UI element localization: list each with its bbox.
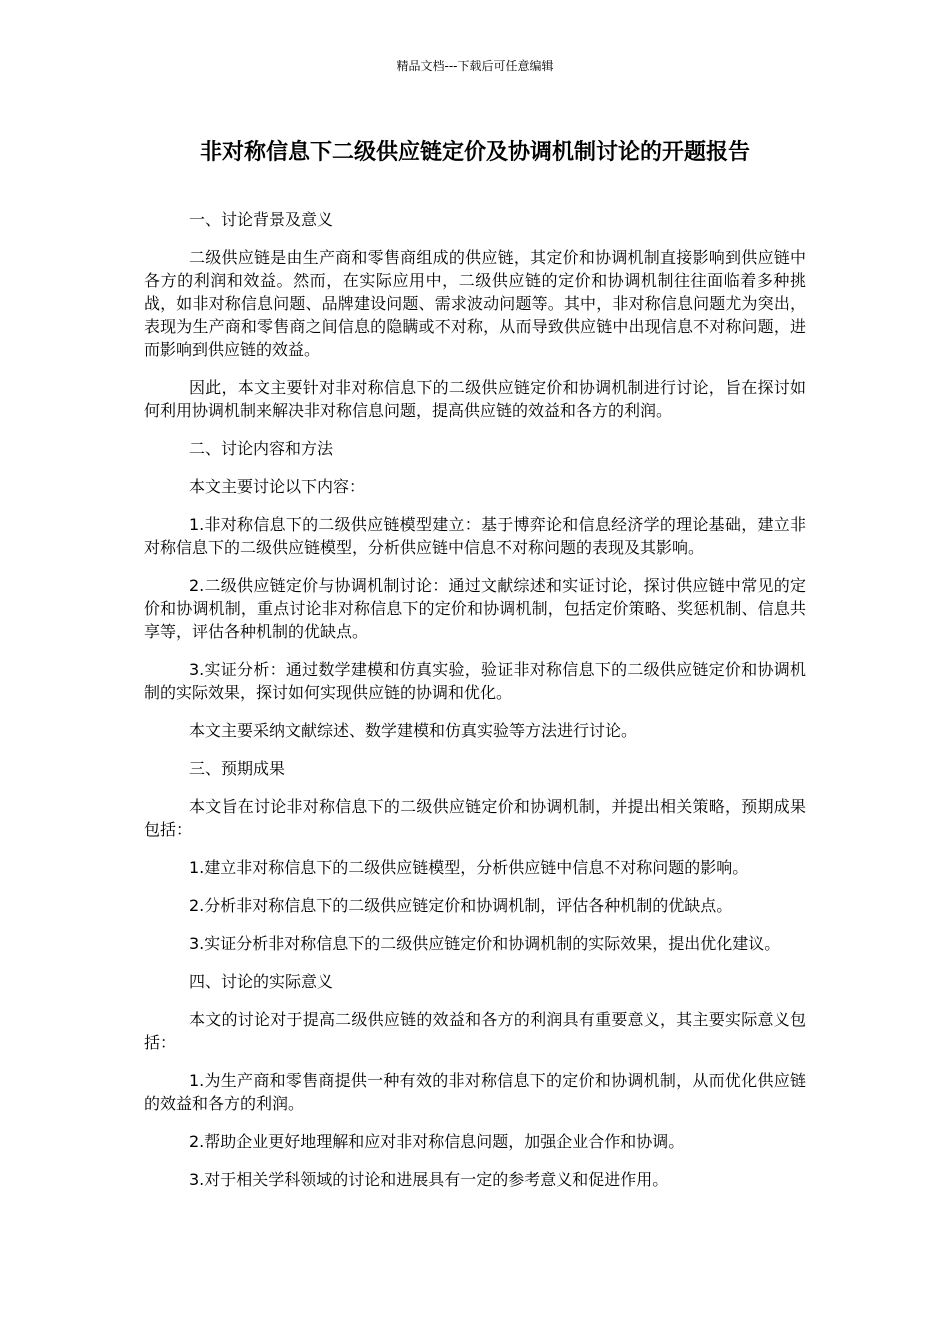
paragraph-significance-intro: 本文的讨论对于提高二级供应链的效益和各方的利润具有重要意义，其主要实际意义包括：: [144, 1010, 806, 1052]
list-item-content-3: 3.实证分析：通过数学建模和仿真实验，验证非对称信息下的二级供应链定价和协调机制的实际效果，探讨如何实现供应链的协调和优化。: [144, 660, 806, 702]
list-item-significance-3: 3.对于相关学科领域的讨论和进展具有一定的参考意义和促进作用。: [189, 1170, 669, 1189]
section-heading-content-methods: 二、讨论内容和方法: [189, 439, 334, 458]
document-title: 非对称信息下二级供应链定价及协调机制讨论的开题报告: [199, 140, 750, 165]
list-item-significance-2: 2.帮助企业更好地理解和应对非对称信息问题，加强企业合作和协调。: [189, 1132, 685, 1151]
list-item-significance-1: 1.为生产商和零售商提供一种有效的非对称信息下的定价和协调机制，从而优化供应链的效益和各方的利润。: [144, 1071, 806, 1113]
page-header-note: 精品文档---下载后可任意编辑: [396, 59, 554, 73]
section-heading-significance: 四、讨论的实际意义: [189, 972, 334, 991]
document-body: [144, 208, 806, 1191]
list-item-result-1: 1.建立非对称信息下的二级供应链模型，分析供应链中信息不对称问题的影响。: [189, 858, 749, 877]
paragraph-purpose: 因此，本文主要针对非对称信息下的二级供应链定价和协调机制进行讨论，旨在探讨如何利用协调机制来解决非对称信息问题，提高供应链的效益和各方的利润。: [144, 378, 806, 420]
list-item-result-3: 3.实证分析非对称信息下的二级供应链定价和协调机制的实际效果，提出优化建议。: [189, 934, 781, 953]
paragraph-background: 二级供应链是由生产商和零售商组成的供应链，其定价和协调机制直接影响到供应链中各方的利润和效益。然而，在实际应用中，二级供应链的定价和协调机制往往面临着多种挑战，如非对称信息问题、品牌建设问题、需求波动问题等。其中，非对称信息问题尤为突出，表现为生产商和零售商之间信息的隐瞒或不对称，从而导致供应链中出现信息不对称问题，进而影响到供应链的效益。: [144, 248, 806, 359]
section-heading-background: 一、讨论背景及意义: [189, 210, 334, 229]
list-item-result-2: 2.分析非对称信息下的二级供应链定价和协调机制，评估各种机制的优缺点。: [189, 896, 733, 915]
paragraph-methods: 本文主要采纳文献综述、数学建模和仿真实验等方法进行讨论。: [189, 721, 638, 740]
list-item-content-2: 2.二级供应链定价与协调机制讨论：通过文献综述和实证讨论，探讨供应链中常见的定价和协调机制，重点讨论非对称信息下的定价和协调机制，包括定价策略、奖惩机制、信息共享等，评估各种机制的优缺点。: [144, 576, 806, 641]
paragraph-expected-intro: 本文旨在讨论非对称信息下的二级供应链定价和协调机制，并提出相关策略，预期成果包括：: [144, 797, 806, 839]
list-item-content-1: 1.非对称信息下的二级供应链模型建立：基于博弈论和信息经济学的理论基础，建立非对称信息下的二级供应链模型，分析供应链中信息不对称问题的表现及其影响。: [144, 515, 806, 557]
section-heading-expected-results: 三、预期成果: [189, 759, 286, 778]
paragraph-content-intro: 本文主要讨论以下内容：: [189, 477, 366, 496]
